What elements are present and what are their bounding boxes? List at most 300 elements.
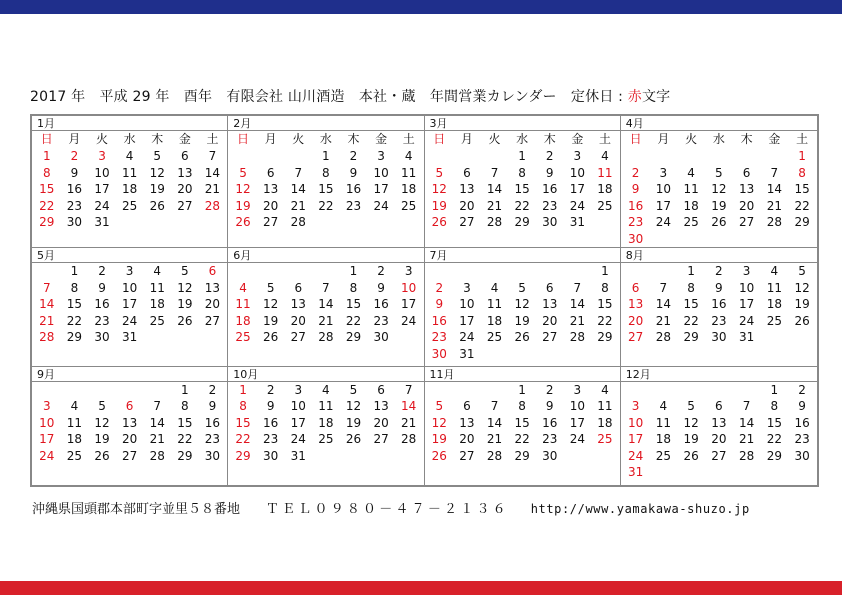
day-cell: 8 bbox=[181, 399, 189, 413]
month-label: 3月 bbox=[425, 116, 620, 131]
day-cell: 24 bbox=[627, 448, 644, 463]
footer bbox=[32, 498, 822, 517]
day-cell: 9 bbox=[208, 399, 217, 413]
day-cell: 27 bbox=[263, 215, 279, 229]
day-cell: 4 bbox=[153, 264, 162, 278]
day-cell: 29 bbox=[345, 330, 362, 344]
day-cell: 7 bbox=[490, 165, 499, 180]
day-cell: 28 bbox=[766, 215, 783, 229]
day-grid bbox=[621, 382, 817, 481]
day-cell: 25 bbox=[66, 448, 83, 463]
day-cell: 12 bbox=[683, 415, 699, 430]
empty-cell bbox=[88, 382, 116, 399]
day-cell: 23 bbox=[627, 215, 644, 229]
day-cell: 24 bbox=[121, 313, 138, 328]
day-cell: 23 bbox=[794, 432, 810, 446]
empty-cell bbox=[284, 148, 312, 165]
month-panel bbox=[32, 248, 228, 367]
day-cell: 21 bbox=[318, 313, 334, 328]
day-cell: 11 bbox=[235, 297, 251, 311]
day-cell: 31 bbox=[94, 215, 110, 229]
day-cell: 21 bbox=[569, 313, 585, 328]
day-cell: 22 bbox=[766, 432, 783, 446]
day-cell: 3 bbox=[573, 149, 582, 163]
day-cell: 17 bbox=[94, 182, 110, 196]
day-cell: 22 bbox=[318, 198, 334, 213]
day-cell: 6 bbox=[742, 165, 751, 180]
day-cell: 24 bbox=[459, 330, 475, 344]
day-cell: 9 bbox=[266, 399, 275, 413]
day-cell: 15 bbox=[235, 415, 251, 430]
day-cell: 26 bbox=[94, 448, 110, 463]
day-cell: 5 bbox=[181, 264, 189, 278]
day-cell: 10 bbox=[94, 165, 110, 180]
day-grid bbox=[425, 148, 620, 231]
day-cell: 30 bbox=[711, 330, 727, 344]
month-label: 1月 bbox=[32, 116, 227, 131]
day-cell: 29 bbox=[514, 215, 530, 229]
day-cell: 5 bbox=[435, 165, 444, 180]
day-cell: 5 bbox=[266, 280, 275, 295]
day-cell: 30 bbox=[794, 448, 810, 463]
day-cell: 18 bbox=[766, 297, 783, 311]
day-cell: 3 bbox=[742, 264, 751, 278]
day-cell: 27 bbox=[373, 432, 389, 446]
weekday-label: 日 bbox=[40, 132, 53, 146]
day-cell: 25 bbox=[486, 330, 503, 344]
day-cell: 14 bbox=[290, 182, 306, 196]
day-cell: 20 bbox=[177, 182, 193, 196]
day-grid bbox=[228, 263, 423, 346]
weekday-label: 木 bbox=[740, 132, 753, 146]
weekday-label: 月 bbox=[264, 132, 277, 146]
day-cell: 4 bbox=[322, 382, 330, 397]
day-cell: 12 bbox=[149, 165, 165, 180]
weekday-label: 水 bbox=[712, 132, 725, 146]
day-cell: 16 bbox=[794, 415, 810, 430]
day-cell: 10 bbox=[655, 182, 672, 196]
day-cell: 6 bbox=[631, 280, 640, 295]
day-cell: 8 bbox=[687, 280, 695, 295]
day-cell: 3 bbox=[631, 399, 640, 413]
day-cell: 23 bbox=[431, 330, 447, 344]
day-cell: 7 bbox=[490, 399, 499, 413]
day-cell: 21 bbox=[149, 432, 165, 446]
day-cell: 2 bbox=[349, 149, 358, 163]
day-cell: 4 bbox=[601, 149, 609, 163]
day-cell: 13 bbox=[121, 415, 138, 430]
day-cell: 24 bbox=[94, 198, 110, 213]
day-cell: 3 bbox=[294, 382, 303, 397]
weekday-label: 水 bbox=[319, 132, 332, 146]
day-cell: 2 bbox=[631, 165, 640, 180]
day-cell: 29 bbox=[766, 448, 783, 463]
month-label: 11月 bbox=[425, 367, 620, 382]
day-cell: 8 bbox=[322, 165, 330, 180]
day-cell: 28 bbox=[39, 330, 55, 344]
empty-cell bbox=[61, 382, 89, 399]
weekday-label: 土 bbox=[402, 132, 415, 146]
month-label: 5月 bbox=[32, 248, 227, 263]
day-cell: 10 bbox=[627, 415, 644, 430]
day-cell: 23 bbox=[711, 313, 727, 328]
day-cell: 5 bbox=[518, 280, 526, 295]
day-cell: 15 bbox=[794, 182, 810, 196]
day-cell: 22 bbox=[514, 432, 530, 446]
day-cell: 27 bbox=[738, 215, 755, 229]
day-cell: 27 bbox=[711, 448, 727, 463]
day-cell: 8 bbox=[518, 399, 526, 413]
day-cell: 22 bbox=[597, 313, 613, 328]
day-cell: 21 bbox=[486, 432, 503, 446]
day-cell: 14 bbox=[738, 415, 755, 430]
month-label: 6月 bbox=[228, 248, 423, 263]
day-cell: 29 bbox=[597, 330, 613, 344]
day-cell: 27 bbox=[542, 330, 558, 344]
day-cell: 13 bbox=[373, 399, 389, 413]
day-cell: 30 bbox=[263, 448, 279, 463]
weekday-label: 火 bbox=[685, 132, 698, 146]
day-cell: 20 bbox=[263, 198, 279, 213]
day-cell: 12 bbox=[431, 182, 447, 196]
day-cell: 31 bbox=[738, 330, 755, 344]
footer-tel: ＴＥＬ０９８０－４７－２１３６ bbox=[265, 502, 509, 517]
day-cell: 4 bbox=[70, 399, 79, 413]
day-cell: 12 bbox=[94, 415, 110, 430]
day-cell: 9 bbox=[377, 280, 385, 295]
empty-cell bbox=[257, 148, 285, 165]
empty-cell bbox=[677, 148, 705, 165]
day-cell: 17 bbox=[738, 297, 755, 311]
day-cell: 1 bbox=[601, 264, 609, 278]
day-cell: 7 bbox=[42, 280, 51, 295]
day-cell: 10 bbox=[459, 297, 475, 311]
day-cell: 23 bbox=[94, 313, 110, 328]
footer-address: 沖縄県国頭郡本部町字並里５８番地 bbox=[32, 502, 241, 517]
day-cell: 26 bbox=[711, 215, 727, 229]
day-cell: 18 bbox=[683, 198, 699, 213]
empty-cell bbox=[481, 148, 509, 165]
day-cell: 21 bbox=[738, 432, 755, 446]
day-cell: 4 bbox=[404, 149, 413, 163]
day-cell: 9 bbox=[715, 280, 723, 295]
day-cell: 28 bbox=[401, 432, 417, 446]
day-cell: 17 bbox=[121, 297, 138, 311]
empty-cell bbox=[733, 148, 761, 165]
day-cell: 1 bbox=[687, 264, 695, 278]
day-cell: 29 bbox=[514, 448, 530, 463]
day-cell: 12 bbox=[263, 297, 279, 311]
day-cell: 18 bbox=[655, 432, 672, 446]
day-grid bbox=[621, 148, 817, 247]
day-cell: 12 bbox=[177, 280, 193, 295]
day-cell: 15 bbox=[766, 415, 783, 430]
day-cell: 16 bbox=[66, 182, 83, 196]
day-cell: 17 bbox=[569, 415, 585, 430]
empty-cell bbox=[508, 263, 536, 280]
day-cell: 25 bbox=[149, 313, 165, 328]
day-cell: 7 bbox=[404, 382, 413, 397]
day-grid bbox=[621, 263, 817, 346]
empty-cell bbox=[284, 263, 312, 280]
day-cell: 12 bbox=[431, 415, 447, 430]
day-cell: 16 bbox=[542, 182, 558, 196]
day-grid bbox=[228, 382, 423, 465]
day-cell: 19 bbox=[794, 297, 810, 311]
day-cell: 5 bbox=[715, 165, 723, 180]
day-cell: 26 bbox=[431, 215, 447, 229]
day-cell: 13 bbox=[627, 297, 644, 311]
day-cell: 6 bbox=[294, 280, 303, 295]
empty-cell bbox=[481, 382, 509, 399]
day-cell: 28 bbox=[738, 448, 755, 463]
day-cell: 10 bbox=[39, 415, 55, 430]
empty-cell bbox=[426, 263, 454, 280]
day-cell: 5 bbox=[687, 399, 695, 413]
month-panel bbox=[228, 248, 424, 367]
day-cell: 9 bbox=[98, 280, 106, 295]
empty-cell bbox=[229, 148, 257, 165]
weekday-header bbox=[621, 131, 817, 148]
day-cell: 23 bbox=[373, 313, 389, 328]
day-cell: 18 bbox=[235, 313, 251, 328]
day-cell: 22 bbox=[794, 198, 810, 213]
day-cell: 11 bbox=[597, 399, 613, 413]
day-cell: 13 bbox=[459, 415, 475, 430]
day-cell: 20 bbox=[290, 313, 306, 328]
day-cell: 2 bbox=[435, 280, 444, 295]
day-cell: 10 bbox=[738, 280, 755, 295]
day-cell: 5 bbox=[349, 382, 358, 397]
day-cell: 1 bbox=[770, 382, 779, 397]
month-panel bbox=[228, 116, 424, 248]
empty-cell bbox=[453, 382, 481, 399]
day-cell: 15 bbox=[514, 415, 530, 430]
empty-cell bbox=[650, 263, 678, 280]
day-cell: 21 bbox=[486, 198, 503, 213]
weekday-label: 金 bbox=[768, 132, 781, 146]
day-cell: 29 bbox=[683, 330, 699, 344]
weekday-header bbox=[425, 131, 620, 148]
day-cell: 3 bbox=[125, 264, 134, 278]
day-cell: 3 bbox=[98, 149, 106, 163]
footer-url[interactable]: http://www.yamakawa-shuzo.jp bbox=[530, 502, 750, 516]
title-red-word: 赤 bbox=[627, 89, 642, 105]
empty-cell bbox=[426, 148, 454, 165]
day-grid bbox=[32, 382, 227, 465]
month-label: 8月 bbox=[621, 248, 817, 263]
day-cell: 17 bbox=[290, 415, 306, 430]
day-cell: 14 bbox=[318, 297, 334, 311]
day-cell: 25 bbox=[683, 215, 699, 229]
weekday-label: 木 bbox=[347, 132, 360, 146]
day-cell: 24 bbox=[655, 215, 672, 229]
day-cell: 26 bbox=[431, 448, 447, 463]
day-cell: 10 bbox=[569, 399, 585, 413]
empty-cell bbox=[650, 382, 678, 399]
day-cell: 2 bbox=[70, 149, 79, 163]
day-cell: 5 bbox=[239, 165, 247, 180]
day-cell: 22 bbox=[683, 313, 699, 328]
day-cell: 23 bbox=[204, 432, 221, 446]
day-cell: 6 bbox=[715, 399, 723, 413]
day-cell: 19 bbox=[431, 198, 447, 213]
day-cell: 16 bbox=[627, 198, 644, 213]
day-cell: 23 bbox=[542, 198, 558, 213]
day-cell: 14 bbox=[204, 165, 221, 180]
day-cell: 1 bbox=[518, 382, 526, 397]
day-cell: 20 bbox=[204, 297, 221, 311]
day-cell: 18 bbox=[66, 432, 83, 446]
day-cell: 14 bbox=[401, 399, 417, 413]
day-cell: 17 bbox=[39, 432, 55, 446]
day-cell: 19 bbox=[431, 432, 447, 446]
day-cell: 1 bbox=[349, 264, 358, 278]
day-cell: 26 bbox=[149, 198, 165, 213]
day-cell: 21 bbox=[204, 182, 221, 196]
day-cell: 28 bbox=[486, 215, 503, 229]
day-cell: 18 bbox=[597, 182, 613, 196]
day-cell: 27 bbox=[204, 313, 221, 328]
day-cell: 1 bbox=[518, 149, 526, 163]
day-cell: 26 bbox=[794, 313, 810, 328]
day-cell: 25 bbox=[597, 198, 613, 213]
day-cell: 17 bbox=[459, 313, 475, 328]
day-cell: 25 bbox=[121, 198, 138, 213]
day-cell: 4 bbox=[239, 280, 247, 295]
day-cell: 7 bbox=[153, 399, 162, 413]
weekday-label: 日 bbox=[629, 132, 642, 146]
day-cell: 28 bbox=[204, 198, 221, 213]
day-cell: 26 bbox=[345, 432, 362, 446]
day-cell: 31 bbox=[121, 330, 138, 344]
day-cell: 18 bbox=[597, 415, 613, 430]
day-cell: 16 bbox=[711, 297, 727, 311]
day-cell: 3 bbox=[42, 399, 51, 413]
day-cell: 7 bbox=[322, 280, 330, 295]
empty-cell bbox=[453, 148, 481, 165]
day-cell: 11 bbox=[66, 415, 83, 430]
month-label: 9月 bbox=[32, 367, 227, 382]
day-cell: 24 bbox=[738, 313, 755, 328]
day-cell: 12 bbox=[711, 182, 727, 196]
weekday-label: 土 bbox=[796, 132, 809, 146]
day-cell: 22 bbox=[514, 198, 530, 213]
day-cell: 3 bbox=[659, 165, 668, 180]
day-cell: 22 bbox=[345, 313, 362, 328]
day-cell: 17 bbox=[627, 432, 644, 446]
day-cell: 11 bbox=[149, 280, 165, 295]
empty-cell bbox=[143, 382, 171, 399]
weekday-label: 火 bbox=[96, 132, 109, 146]
day-cell: 11 bbox=[401, 165, 417, 180]
day-cell: 13 bbox=[711, 415, 727, 430]
day-cell: 5 bbox=[798, 264, 806, 278]
empty-cell bbox=[705, 382, 733, 399]
day-cell: 30 bbox=[431, 346, 447, 361]
day-cell: 11 bbox=[766, 280, 783, 295]
day-cell: 29 bbox=[66, 330, 83, 344]
day-cell: 18 bbox=[486, 313, 503, 328]
month-panel bbox=[228, 367, 424, 486]
day-grid bbox=[425, 263, 620, 362]
day-cell: 10 bbox=[569, 165, 585, 180]
day-cell: 6 bbox=[545, 280, 554, 295]
day-cell: 10 bbox=[290, 399, 306, 413]
day-cell: 8 bbox=[349, 280, 358, 295]
day-cell: 11 bbox=[683, 182, 699, 196]
day-cell: 31 bbox=[459, 346, 475, 361]
day-cell: 14 bbox=[39, 297, 55, 311]
day-cell: 19 bbox=[711, 198, 727, 213]
weekday-label: 水 bbox=[123, 132, 136, 146]
month-label: 10月 bbox=[228, 367, 423, 382]
day-cell: 8 bbox=[770, 399, 779, 413]
empty-cell bbox=[622, 263, 650, 280]
day-cell: 23 bbox=[345, 198, 362, 213]
weekday-label: 月 bbox=[460, 132, 473, 146]
empty-cell bbox=[481, 263, 509, 280]
day-cell: 15 bbox=[177, 415, 193, 430]
day-cell: 1 bbox=[239, 382, 247, 397]
day-cell: 15 bbox=[39, 182, 55, 196]
day-cell: 19 bbox=[177, 297, 193, 311]
day-cell: 21 bbox=[401, 415, 417, 430]
day-cell: 22 bbox=[66, 313, 83, 328]
title-tail: 文字 bbox=[641, 89, 671, 105]
day-cell: 13 bbox=[204, 280, 221, 295]
day-cell: 18 bbox=[149, 297, 165, 311]
weekday-header bbox=[32, 131, 227, 148]
day-cell: 15 bbox=[66, 297, 83, 311]
title-text: 2017 年 平成 29 年 酉年 有限会社 山川酒造 本社・蔵 年間営業カレンダー 定休日 : bbox=[30, 89, 628, 105]
day-cell: 15 bbox=[318, 182, 334, 196]
day-cell: 8 bbox=[601, 280, 609, 295]
day-cell: 7 bbox=[742, 399, 751, 413]
day-cell: 20 bbox=[542, 313, 558, 328]
weekday-label: 日 bbox=[237, 132, 250, 146]
day-cell: 7 bbox=[208, 149, 217, 163]
day-cell: 17 bbox=[401, 297, 417, 311]
day-cell: 19 bbox=[235, 198, 251, 213]
day-cell: 30 bbox=[542, 215, 558, 229]
day-cell: 10 bbox=[401, 280, 417, 295]
day-cell: 14 bbox=[486, 415, 503, 430]
day-cell: 23 bbox=[263, 432, 279, 446]
day-cell: 30 bbox=[542, 448, 558, 463]
day-cell: 19 bbox=[514, 313, 530, 328]
day-grid bbox=[32, 148, 227, 231]
day-cell: 5 bbox=[98, 399, 106, 413]
empty-cell bbox=[650, 148, 678, 165]
day-cell: 20 bbox=[738, 198, 755, 213]
day-cell: 11 bbox=[486, 297, 503, 311]
day-cell: 1 bbox=[798, 149, 806, 163]
day-cell: 28 bbox=[318, 330, 334, 344]
day-cell: 30 bbox=[373, 330, 389, 344]
day-cell: 2 bbox=[545, 382, 554, 397]
day-cell: 28 bbox=[655, 330, 672, 344]
day-cell: 14 bbox=[569, 297, 585, 311]
day-cell: 3 bbox=[463, 280, 471, 295]
day-cell: 19 bbox=[263, 313, 279, 328]
empty-cell bbox=[453, 263, 481, 280]
month-panel bbox=[425, 367, 621, 486]
day-cell: 28 bbox=[569, 330, 585, 344]
empty-cell bbox=[257, 263, 285, 280]
day-cell: 24 bbox=[401, 313, 417, 328]
day-cell: 12 bbox=[235, 182, 251, 196]
